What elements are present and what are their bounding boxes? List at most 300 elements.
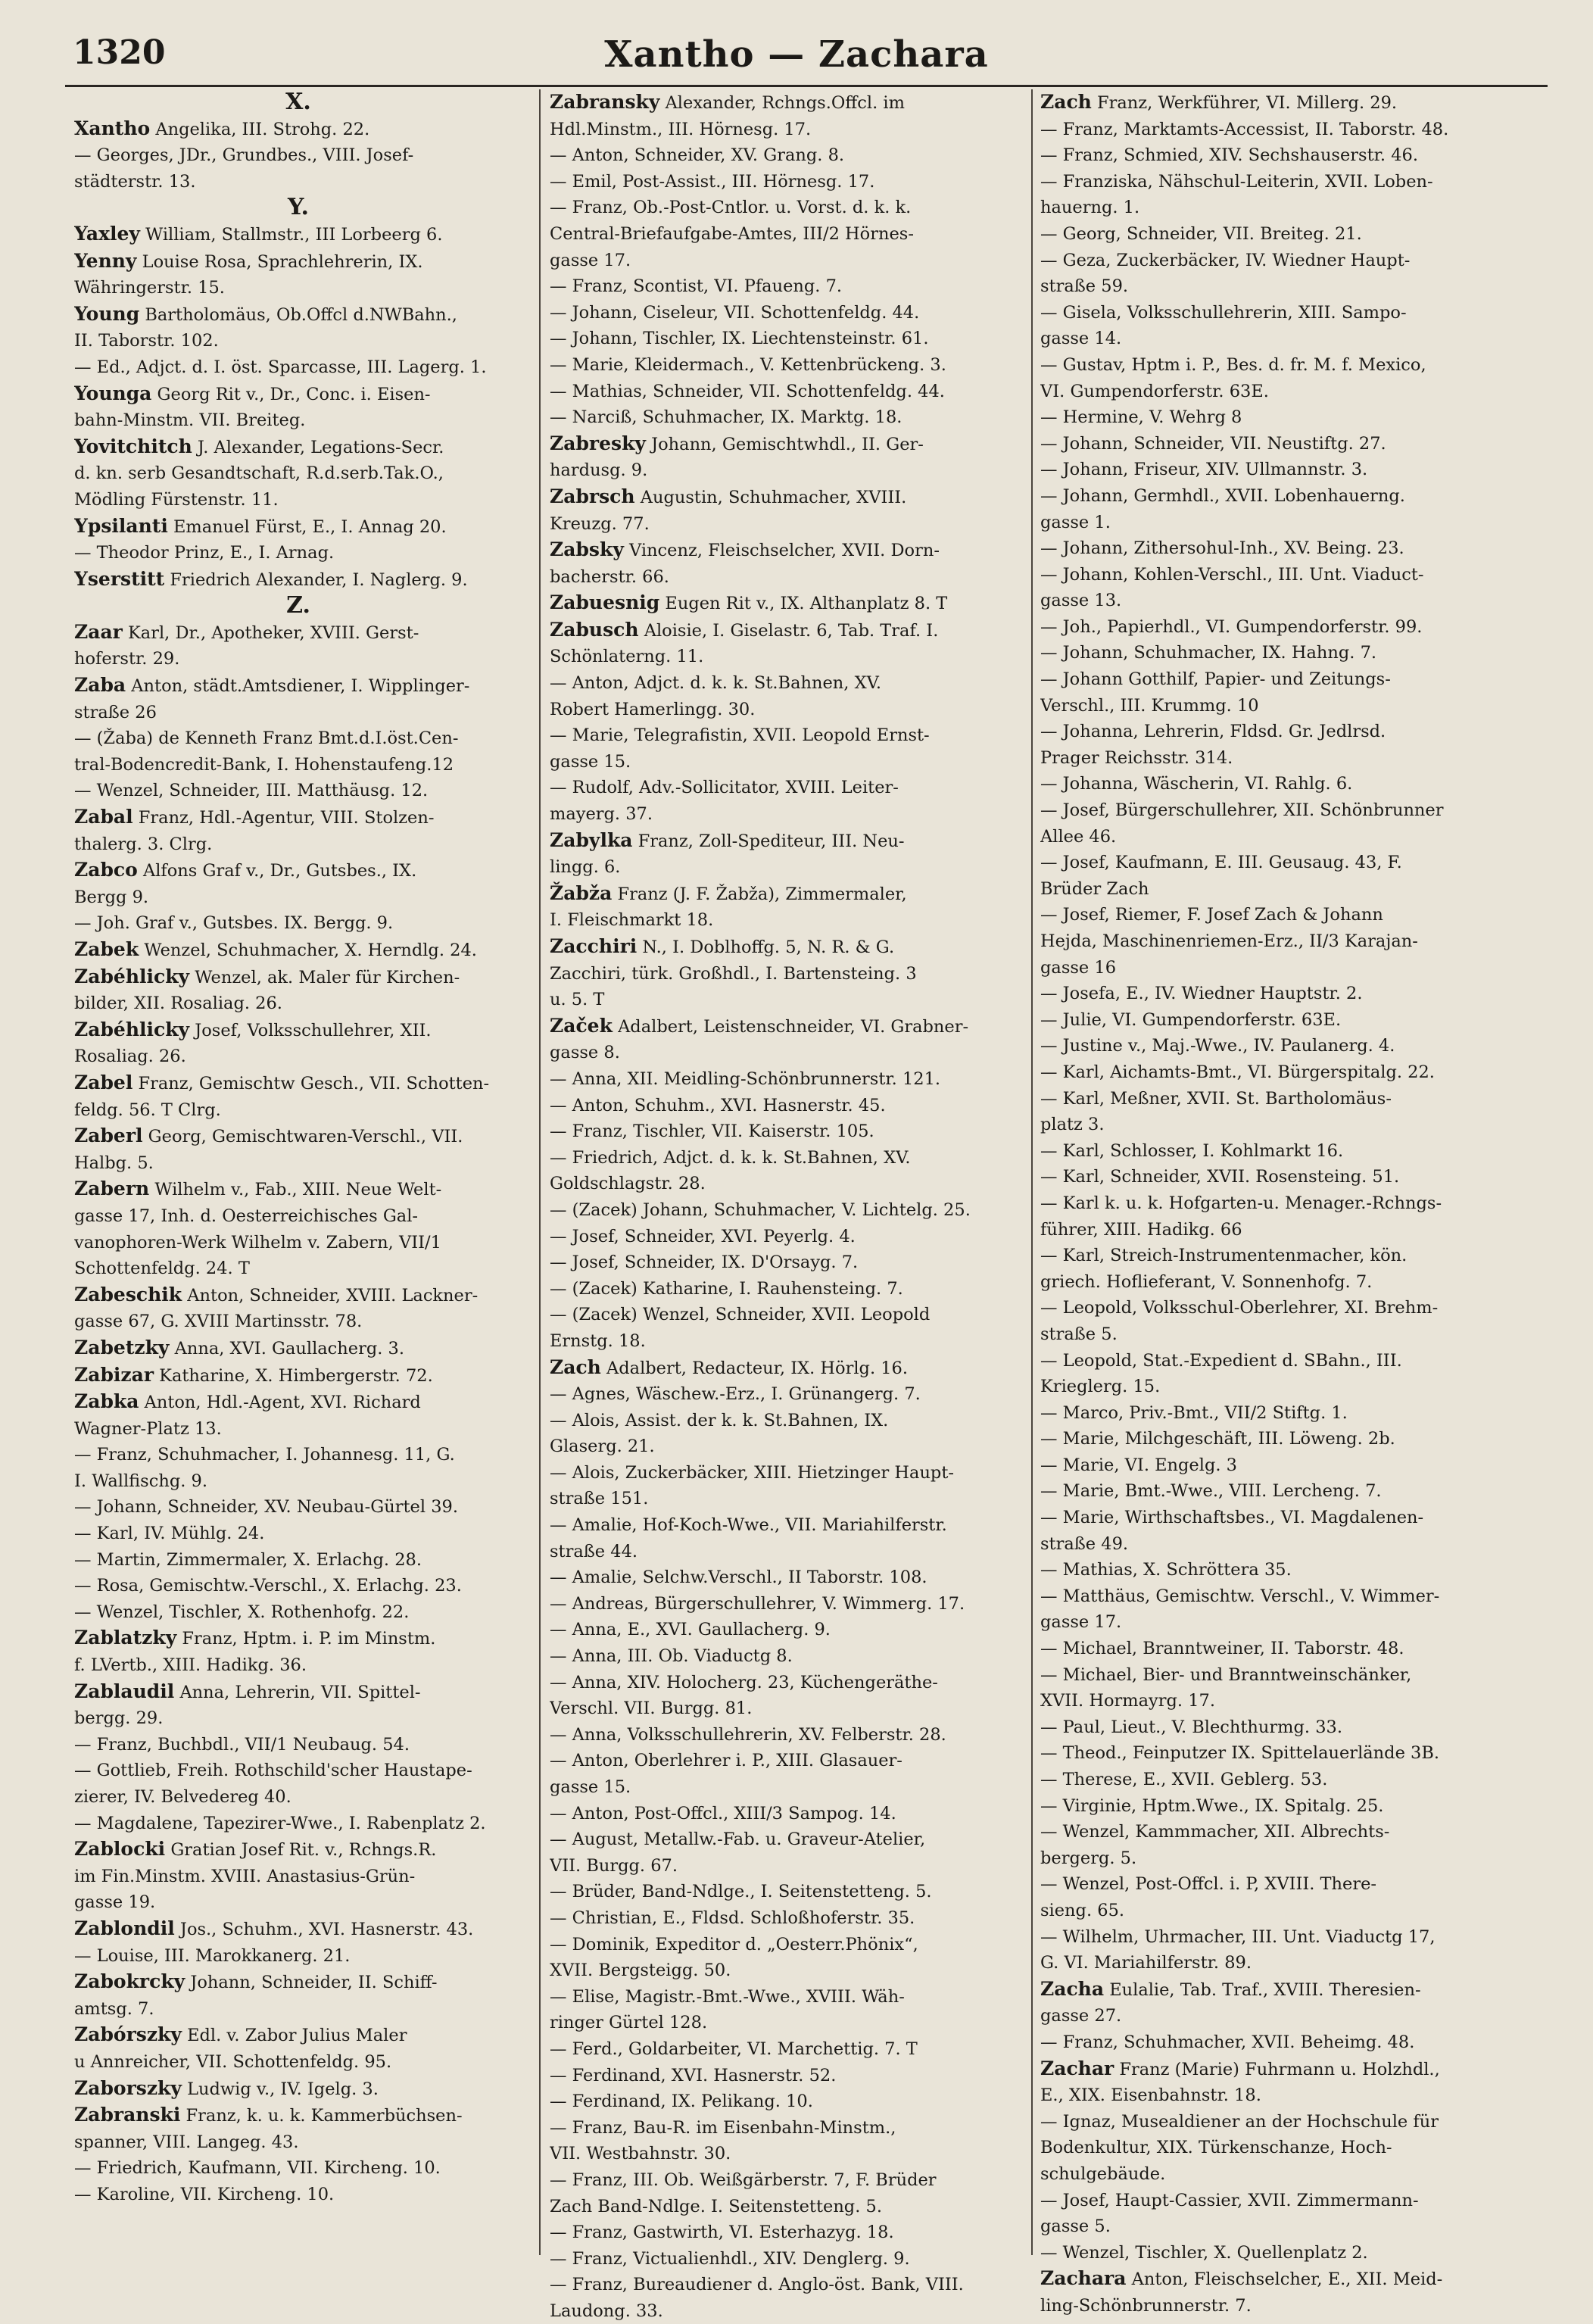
entry-details: I. Fleischmarkt 18. (550, 910, 714, 931)
entry-surname: Zabransky (550, 91, 660, 113)
entry-details: — Karl, Streich-Instrumentenmacher, kön. (1040, 1246, 1408, 1266)
directory-entry (74, 1494, 522, 1521)
entry-details: — Anna, XII. Meidling-Schönbrunnerstr. 121. (550, 1068, 941, 1089)
directory-entry (1040, 352, 1549, 379)
entry-details: Franz, Hptm. i. P. im Minstm. (182, 1629, 436, 1649)
entry-details: Zach Band-Ndlge. I. Seitenstetteng. 5. (550, 2196, 882, 2216)
entry-details: gasse 8. (550, 1043, 620, 1063)
entry-details: — Ferdinand, XVI. Hasnerstr. 52. (550, 2065, 837, 2085)
directory-entry (550, 248, 1036, 274)
directory-entry (74, 116, 522, 143)
entry-details: — Therese, E., XVII. Geblerg. 53. (1040, 1770, 1328, 1789)
directory-entry (1040, 483, 1549, 510)
entry-details: — Anna, Volksschullehrerin, XV. Felberstr. 28. (550, 1724, 946, 1745)
entry-details: — Josef, Schneider, IX. D'Orsayg. 7. (550, 1252, 859, 1273)
entry-details: — Johann, Zithersohul-Inh., XV. Being. 23. (1040, 538, 1404, 559)
entry-details: Anna, XVI. Gaullacherg. 3. (174, 1338, 405, 1359)
entry-details: — Marie, Bmt.-Wwe., VIII. Lercheng. 7. (1040, 1481, 1382, 1502)
entry-details: Franz, Gemischtw Gesch., VII. Schotten- (138, 1073, 490, 1093)
entry-details: gasse 67, G. XVIII Martinsstr. 78. (74, 1312, 363, 1332)
entry-details: — Joh., Papierhdl., VI. Gumpendorferstr. 99. (1040, 616, 1423, 637)
directory-entry (1040, 1976, 1549, 2004)
directory-entry (550, 2194, 1036, 2220)
directory-entry (74, 407, 522, 434)
entry-details: Adalbert, Leistenschneider, VI. Grabner- (618, 1016, 969, 1037)
directory-entry (1040, 1269, 1549, 1296)
directory-entry (74, 2049, 522, 2076)
entry-details: — (Zacek) Wenzel, Schneider, XVII. Leopold (550, 1305, 931, 1325)
directory-entry (74, 275, 522, 301)
entry-details: gasse 15. (550, 1777, 631, 1797)
directory-entry (74, 301, 522, 329)
directory-entry (74, 1230, 522, 1256)
page-number: 1320 (73, 33, 166, 72)
directory-entry (550, 1774, 1036, 1801)
directory-entry (1040, 404, 1549, 431)
entry-details: Kreuzg. 77. (550, 513, 650, 534)
entry-details: — Marie, Telegrafistin, XVII. Leopold Ernst- (550, 725, 930, 746)
directory-entry (74, 381, 522, 408)
entry-details: bahn-Minstm. VII. Breiteg. (74, 410, 306, 431)
directory-entry (1040, 1452, 1549, 1479)
directory-entry (550, 2272, 1036, 2298)
entry-details: Wenzel, ak. Maler für Kirchen- (195, 967, 460, 987)
directory-entry (550, 169, 1036, 195)
entry-details: XVII. Hormayrg. 17. (1040, 1691, 1215, 1711)
directory-entry (74, 1017, 522, 1044)
entry-details: — Johann, Tischler, IX. Liechtensteinstr. 61. (550, 329, 929, 349)
entry-details: — Dominik, Expeditor d. „Oesterr.Phönix“, (550, 1934, 918, 1954)
entry-details: — Franz, Buchbdl., VII/1 Neubaug. 54. (74, 1734, 410, 1755)
entry-details: — Martin, Zimmermaler, X. Erlachg. 28. (74, 1549, 422, 1570)
entry-surname: Young (74, 302, 140, 325)
entry-details: Anton, städt.Amtsdiener, I. Wipplinger- (131, 676, 470, 697)
directory-entry (74, 2129, 522, 2156)
page-title: Xantho — Zachara (604, 33, 989, 76)
directory-entry (550, 617, 1036, 644)
directory-entry (74, 1389, 522, 1416)
entry-details: — Josef, Haupt-Cassier, XVII. Zimmermann- (1040, 2190, 1419, 2210)
entry-details: u. 5. T (550, 990, 605, 1010)
entry-surname: Zabsky (550, 538, 624, 561)
entry-details: XVII. Bergsteigg. 50. (550, 1961, 731, 1981)
directory-entry (74, 1996, 522, 2023)
entry-surname: Zaberl (74, 1125, 143, 1147)
entry-details: sieng. 65. (1040, 1900, 1125, 1920)
directory-entry (550, 1460, 1036, 1486)
entry-details: — Anton, Schuhm., XVI. Hasnerstr. 45. (550, 1095, 886, 1115)
directory-entry (550, 934, 1036, 961)
entry-details: — Franz, III. Ob. Weißgärberstr. 7, F. Brüder (550, 2170, 937, 2190)
entry-details: Augustin, Schuhmacher, XVIII. (640, 487, 907, 507)
entry-details: — Theodor Prinz, E., I. Arnag. (74, 543, 335, 563)
directory-entry (550, 2167, 1036, 2194)
directory-entry (550, 961, 1036, 987)
entry-details: Zacchiri, türk. Großhdl., I. Bartensteing. 3 (550, 963, 917, 984)
directory-entry (1040, 1138, 1549, 1165)
entry-surname: Zabylka (550, 828, 633, 851)
entry-details: — Georg, Schneider, VII. Breiteg. 21. (1040, 223, 1362, 244)
directory-entry (1040, 771, 1549, 797)
entry-details: Ernstg. 18. (550, 1330, 646, 1351)
directory-entry (74, 1836, 522, 1864)
directory-entry (550, 1670, 1036, 1696)
entry-details: — Anna, E., XVI. Gaullacherg. 9. (550, 1620, 831, 1640)
entry-details: — Georges, JDr., Grundbes., VIII. Josef- (74, 145, 414, 166)
entry-details: — (Zacek) Johann, Schuhmacher, V. Lichtelg. 25. (550, 1199, 971, 1220)
directory-entry (74, 1679, 522, 1706)
entry-surname: Zablatzky (74, 1627, 177, 1649)
directory-entry (550, 2010, 1036, 2036)
entry-details: E., XIX. Eisenbahnstr. 18. (1040, 2085, 1261, 2106)
directory-entry (74, 1282, 522, 1309)
entry-surname: Zabokrcky (74, 1970, 185, 1993)
entry-details: — Ignaz, Musealdiener an der Hochschule für (1040, 2111, 1439, 2132)
entry-surname: Zabel (74, 1071, 133, 1093)
entry-details: — Wenzel, Post-Offcl. i. P, XVIII. There- (1040, 1874, 1377, 1895)
directory-entry (74, 2022, 522, 2049)
directory-entry (74, 2155, 522, 2182)
directory-entry (1040, 195, 1549, 221)
directory-entry (74, 619, 522, 647)
entry-details: VII. Westbahnstr. 30. (550, 2144, 731, 2164)
entry-details: — Franz, Marktamts-Accessist, II. Taborstr. 48. (1040, 119, 1449, 139)
directory-entry (74, 1625, 522, 1652)
directory-entry (550, 142, 1036, 169)
directory-entry (74, 910, 522, 937)
entry-details: N., I. Doblhoffg. 5, N. R. & G. (642, 937, 895, 957)
directory-entry (1040, 1374, 1549, 1400)
entry-details: Johann, Gemischtwhdl., II. Ger- (651, 434, 924, 454)
directory-entry (550, 1145, 1036, 1171)
entry-details: — Wenzel, Schneider, III. Matthäusg. 12. (74, 781, 429, 801)
directory-entry (1040, 1662, 1549, 1689)
directory-entry (74, 540, 522, 566)
entry-details: — August, Metallw.-Fab. u. Graveur-Atelier, (550, 1830, 926, 1850)
directory-entry (1040, 221, 1549, 248)
entry-surname: Zabéhlicky (74, 1018, 190, 1040)
entry-details: — Geza, Zuckerbäcker, IV. Wiedner Haupt- (1040, 250, 1411, 270)
entry-details: — Anton, Schneider, XV. Grang. 8. (550, 145, 845, 166)
entry-details: hardusg. 9. (550, 460, 648, 481)
directory-entry (1040, 300, 1549, 326)
directory-entry (74, 1732, 522, 1758)
entry-details: u Annreicher, VII. Schottenfeldg. 95. (74, 2051, 392, 2072)
entry-details: — Anton, Adjct. d. k. k. St.Bahnen, XV. (550, 673, 882, 694)
entry-details: — Alois, Zuckerbäcker, XIII. Hietzinger Haupt- (550, 1462, 954, 1483)
directory-entry (74, 700, 522, 726)
entry-details: — Christian, E., Fldsd. Schloßhoferstr. 35. (550, 1908, 915, 1928)
entry-surname: Zabranski (74, 2104, 181, 2126)
directory-entry (74, 1864, 522, 1890)
entry-details: — Michael, Bier- und Branntweinschänker, (1040, 1664, 1412, 1685)
directory-entry (550, 1066, 1036, 1093)
entry-details: feldg. 56. T Clrg. (74, 1100, 221, 1120)
directory-entry (1040, 614, 1549, 641)
directory-entry (550, 484, 1036, 511)
directory-entry (550, 1984, 1036, 2010)
directory-entry (1040, 326, 1549, 352)
entry-details: Goldschlagstr. 28. (550, 1174, 706, 1194)
entry-details: — Virginie, Hptm.Wwe., IX. Spitalg. 25. (1040, 1795, 1384, 1816)
entry-details: William, Stallmstr., III Lorbeerg 6. (145, 224, 443, 245)
column-2 (550, 89, 1036, 2324)
directory-entry (550, 670, 1036, 697)
entry-details: städterstr. 13. (74, 171, 196, 192)
entry-details: thalerg. 3. Clrg. (74, 834, 213, 854)
directory-entry (74, 1256, 522, 1282)
entry-details: Bergg 9. (74, 887, 149, 907)
directory-entry (550, 987, 1036, 1013)
entry-surname: Zaborszky (74, 2076, 182, 2099)
directory-entry (74, 1123, 522, 1150)
entry-details: — Marie, Kleidermach., V. Kettenbrückeng. 3. (550, 354, 946, 375)
entry-surname: Zabern (74, 1178, 150, 1200)
directory-entry (74, 937, 522, 964)
directory-entry (550, 300, 1036, 326)
directory-entry (74, 1811, 522, 1837)
directory-entry (74, 2076, 522, 2103)
entry-details: — Mathias, Schneider, VII. Schottenfeldg. 44. (550, 381, 945, 401)
entry-details: Vincenz, Fleischselcher, XVII. Dorn- (629, 541, 940, 561)
entry-details: im Fin.Minstm. XVIII. Anastasius-Grün- (74, 1866, 416, 1886)
entry-details: — Wenzel, Tischler, X. Rothenhofg. 22. (74, 1602, 410, 1622)
entry-details: vanophoren-Werk Wilhelm v. Zabern, VII/1 (74, 1232, 441, 1252)
directory-entry (550, 1695, 1036, 1722)
entry-details: — Marie, Milchgeschäft, III. Löweng. 2b. (1040, 1429, 1395, 1449)
directory-entry (550, 564, 1036, 591)
entry-surname: Zablaudil (74, 1680, 175, 1702)
entry-surname: Zabeschik (74, 1283, 182, 1305)
directory-entry (1040, 510, 1549, 536)
directory-entry (1040, 273, 1549, 300)
entry-details: Währingerstr. 15. (74, 278, 225, 298)
entry-details: — Hermine, V. Wehrg 8 (1040, 407, 1242, 428)
entry-details: — Amalie, Selchw.Verschl., II Taborstr. 108. (550, 1568, 927, 1588)
directory-entry (550, 1486, 1036, 1512)
directory-entry (550, 644, 1036, 670)
entry-surname: Yserstitt (74, 567, 165, 590)
directory-entry (74, 1176, 522, 1203)
directory-entry (550, 1408, 1036, 1434)
entry-details: — Johann, Germhdl., XVII. Lobenhauerng. (1040, 485, 1405, 506)
entry-details: ringer Gürtel 128. (550, 2013, 708, 2033)
directory-entry (1040, 2109, 1549, 2135)
directory-entry (1040, 1871, 1549, 1898)
entry-details: Krieglerg. 15. (1040, 1377, 1161, 1397)
directory-entry (74, 1547, 522, 1574)
directory-entry (550, 854, 1036, 881)
entry-details: — Johann, Kohlen-Verschl., III. Unt. Viaduct- (1040, 564, 1424, 585)
directory-entry (550, 379, 1036, 405)
directory-entry (550, 1879, 1036, 1905)
directory-entry (1040, 902, 1549, 928)
entry-details: — Ferdinand, IX. Pelikang. 10. (550, 2092, 813, 2112)
entry-details: — Johann, Schneider, VII. Neustiftg. 27. (1040, 433, 1386, 454)
entry-details: Franz (Marie) Fuhrmann u. Holzhdl., (1119, 2059, 1440, 2079)
directory-entry (550, 1853, 1036, 1879)
entry-details: — Franz, Tischler, VII. Kaiserstr. 105. (550, 1121, 874, 1142)
directory-entry (74, 1969, 522, 1996)
directory-entry (1040, 693, 1549, 719)
section-letter: X. (285, 89, 311, 115)
entry-details: Schönlaterng. 11. (550, 647, 704, 667)
directory-entry (550, 195, 1036, 221)
entry-details: — Narciß, Schuhmacher, IX. Marktg. 18. (550, 407, 902, 428)
directory-entry (1040, 2082, 1549, 2109)
entry-details: — Ferd., Goldarbeiter, VI. Marchettig. 7. T (550, 2039, 918, 2059)
directory-entry (550, 1302, 1036, 1328)
directory-entry (550, 1118, 1036, 1145)
directory-entry (74, 513, 522, 541)
entry-details: — Leopold, Stat.-Expedient d. SBahn., III. (1040, 1350, 1402, 1371)
entry-details: straße 26 (74, 702, 157, 722)
entry-details: mayerg. 37. (550, 804, 653, 825)
entry-details: d. kn. serb Gesandtschaft, R.d.serb.Tak.O., (74, 463, 444, 484)
directory-entry (74, 1784, 522, 1811)
entry-details: — Johann, Ciseleur, VII. Schottenfeldg. 44. (550, 302, 920, 323)
entry-details: Franz (J. F. Žabža), Zimmermaler, (617, 884, 907, 904)
directory-entry (550, 2063, 1036, 2089)
directory-entry (550, 801, 1036, 828)
directory-entry (550, 1355, 1036, 1382)
directory-entry (550, 404, 1036, 431)
entry-details: — Franz, Scontist, VI. Pfaueng. 7. (550, 276, 843, 297)
entry-details: — Joh. Graf v., Gutsbes. IX. Bergg. 9. (74, 913, 394, 934)
entry-details: bacherstr. 66. (550, 566, 669, 587)
entry-surname: Zacchiri (550, 935, 638, 957)
entry-details: — Wenzel, Tischler, X. Quellenplatz 2. (1040, 2242, 1368, 2263)
directory-entry (1040, 2188, 1549, 2214)
directory-entry (550, 1617, 1036, 1643)
section-letter: Y. (288, 194, 309, 221)
directory-entry (550, 1381, 1036, 1408)
directory-entry (1040, 719, 1549, 745)
directory-entry (550, 431, 1036, 458)
entry-surname: Yenny (74, 249, 137, 272)
directory-entry (550, 1433, 1036, 1460)
directory-entry (1040, 1164, 1549, 1190)
entry-details: — Anton, Oberlehrer i. P., XIII. Glasauer- (550, 1751, 902, 1771)
entry-surname: Žabža (550, 881, 613, 904)
directory-entry (550, 2246, 1036, 2273)
directory-entry (550, 1564, 1036, 1591)
entry-details: Central-Briefaufgabe-Amtes, III/2 Hörnes- (550, 223, 914, 244)
directory-entry (74, 460, 522, 487)
directory-entry (1040, 1531, 1549, 1558)
directory-entry (74, 1150, 522, 1177)
entry-details: G. VI. Mariahilferstr. 89. (1040, 1953, 1252, 1973)
entry-details: spanner, VIII. Langeg. 43. (74, 2132, 299, 2152)
entry-details: — Ed., Adjct. d. I. öst. Sparcasse, III. Lagerg. 1. (74, 357, 487, 377)
directory-entry (550, 1722, 1036, 1748)
directory-entry (1040, 1845, 1549, 1872)
column-divider-1 (539, 89, 541, 2255)
entry-details: gasse 16 (1040, 957, 1117, 978)
directory-entry (1040, 1295, 1549, 1321)
directory-entry (74, 1889, 522, 1916)
directory-entry (74, 1070, 522, 1097)
directory-entry (74, 725, 522, 752)
entry-details: bergg. 29. (74, 1708, 164, 1729)
entry-details: straße 44. (550, 1541, 638, 1561)
directory-entry (550, 2115, 1036, 2142)
directory-entry (550, 1224, 1036, 1250)
entry-details: Anton, Hdl.-Agent, XVI. Richard (144, 1393, 421, 1413)
directory-entry (74, 831, 522, 858)
entry-details: — Johanna, Lehrerin, Fldsd. Gr. Jedlrsd. (1040, 722, 1386, 742)
directory-entry (550, 1013, 1036, 1040)
directory-entry (1040, 745, 1549, 772)
entry-surname: Zabrsch (550, 485, 635, 507)
directory-entry (74, 1705, 522, 1732)
entry-details: — Marie, Wirthschaftsbes., VI. Magdalenen- (1040, 1508, 1424, 1528)
directory-entry (550, 2219, 1036, 2246)
directory-entry (550, 1591, 1036, 1617)
directory-entry (1040, 117, 1549, 143)
entry-details: Jos., Schuhm., XVI. Hasnerstr. 43. (179, 1919, 474, 1939)
entry-details: gasse 14. (1040, 329, 1122, 349)
entry-surname: Zaba (74, 674, 126, 697)
directory-entry (74, 778, 522, 804)
directory-entry (550, 1539, 1036, 1565)
directory-entry (1040, 1583, 1549, 1610)
directory-entry (550, 2298, 1036, 2324)
directory-entry (74, 1362, 522, 1390)
entry-details: — Karl, Aichamts-Bmt., VI. Bürgerspitalg. 22. (1040, 1062, 1435, 1082)
entry-details: — Andreas, Bürgerschullehrer, V. Wimmerg. 17. (550, 1593, 965, 1614)
entry-surname: Ypsilanti (74, 514, 168, 537)
entry-details: gasse 1. (1040, 512, 1111, 532)
column-3 (1040, 89, 1549, 2319)
entry-details: — Gisela, Volksschullehrerin, XIII. Sampo- (1040, 302, 1407, 323)
directory-entry (550, 1748, 1036, 1774)
directory-entry (1040, 981, 1549, 1007)
directory-entry (74, 1468, 522, 1495)
entry-details: Mödling Fürstenstr. 11. (74, 489, 279, 510)
entry-details: VI. Gumpendorferstr. 63E. (1040, 381, 1269, 401)
entry-details: Gratian Josef Rit. v., Rchngs.R. (170, 1840, 437, 1861)
entry-details: gasse 15. (550, 751, 631, 772)
directory-entry (1040, 955, 1549, 981)
entry-details: gasse 5. (1040, 2216, 1111, 2237)
directory-entry (74, 2102, 522, 2129)
directory-entry (74, 2182, 522, 2208)
entry-details: lingg. 6. (550, 857, 621, 878)
column-1 (74, 89, 522, 2208)
directory-entry (550, 1905, 1036, 1932)
directory-entry (74, 1916, 522, 1943)
directory-entry (74, 752, 522, 778)
entry-details: Bartholomäus, Ob.Offcl d.NWBahn., (145, 304, 457, 325)
directory-entry (1040, 2240, 1549, 2266)
entry-details: Verschl., III. Krummg. 10 (1040, 695, 1259, 716)
directory-entry (1040, 1793, 1549, 1820)
entry-details: Franz, k. u. k. Kammerbüchsen- (185, 2106, 463, 2126)
entry-details: — Amalie, Hof-Koch-Wwe., VII. Mariahilferstr. (550, 1515, 947, 1536)
directory-entry (74, 1758, 522, 1784)
directory-entry (550, 590, 1036, 617)
directory-entry (550, 1276, 1036, 1302)
directory-entry (550, 722, 1036, 749)
entry-details: Wagner-Platz 13. (74, 1418, 222, 1439)
entry-details: Hejda, Maschinenriemen-Erz., II/3 Karajan- (1040, 931, 1418, 951)
entry-surname: Zabresky (550, 432, 646, 454)
directory-entry (1040, 535, 1549, 562)
entry-details: schulgebäude. (1040, 2163, 1166, 2184)
entry-details: Georg Rit v., Dr., Conc. i. Eisen- (157, 384, 431, 404)
directory-entry (550, 1826, 1036, 1853)
